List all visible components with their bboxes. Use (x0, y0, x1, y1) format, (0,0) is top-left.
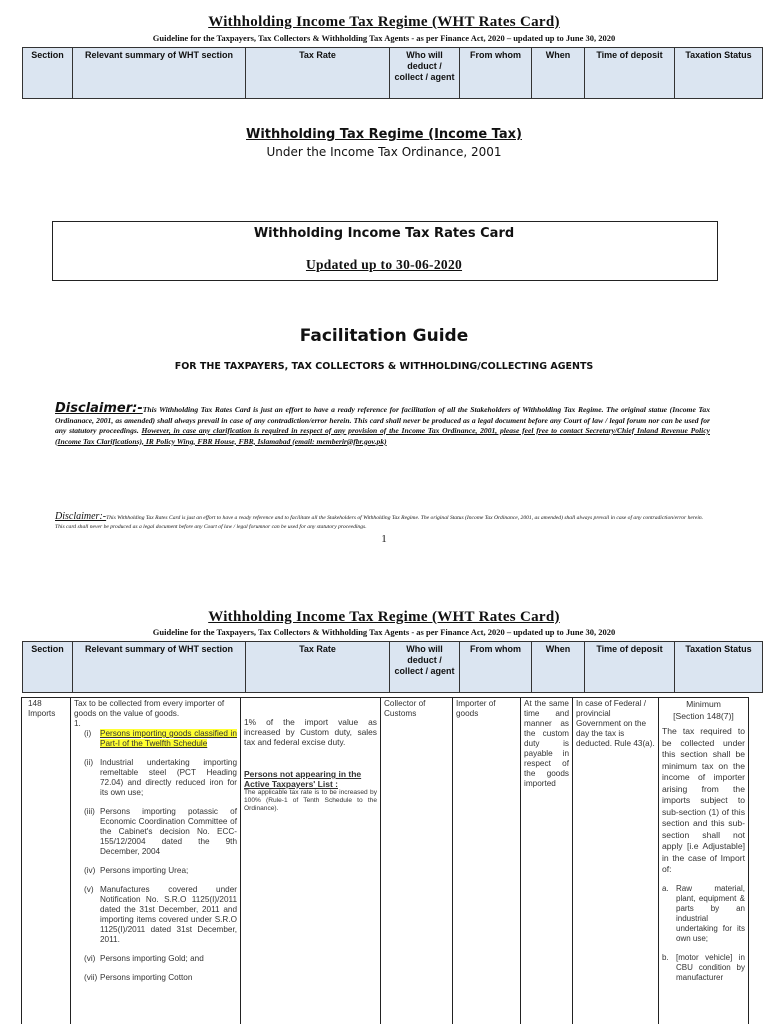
disclaimer (55, 401, 710, 447)
disclaimer-contact: However, in case any clarification is required in respect of any provision of the Income Tax Ordinance, 2001, please feel free to contact Secretary/Chief Inland Revenue Policy (Income Tax Clarifications), IR Policy Wing, FBR House, FBR, Islamabad (email: memberir@fbr.gov.pk) (55, 426, 710, 446)
item-text: Persons importing Gold; and (100, 954, 204, 963)
status-items (662, 884, 745, 983)
header-section: Section (23, 48, 73, 99)
page-subtitle: Guideline for the Taxpayers, Tax Collectors & Withholding Tax Agents - as per Finance Act, 2020 – updated up to June 30, 2020 (152, 33, 616, 43)
page2-column-header-table (22, 641, 763, 693)
cell-from-whom: Importer of goods (453, 698, 521, 1024)
header-tax-rate: Tax Rate (246, 48, 390, 99)
guide-subtitle: FOR THE TAXPAYERS, TAX COLLECTORS & WITHHOLDING/COLLECTING AGENTS (174, 361, 594, 372)
header-when: When (532, 48, 585, 99)
cell-tax-rate (241, 698, 381, 1024)
header-taxation-status: Taxation Status (675, 642, 763, 693)
status-ref: [Section 148(7)] (673, 710, 734, 721)
item-number: b. (662, 952, 669, 962)
summary-intro: Tax to be collected from every importer of goods on the value of goods. (74, 699, 225, 718)
header-tax-rate: Tax Rate (246, 642, 390, 693)
header-summary: Relevant summary of WHT section (73, 642, 246, 693)
header-taxation-status: Taxation Status (675, 48, 763, 99)
header-from-whom: From whom (460, 48, 532, 99)
header-section: Section (23, 642, 73, 693)
card-updated: Updated up to 30-06-2020 (305, 257, 463, 272)
disclaimer-label: Disclaimer:- (55, 401, 143, 416)
item-number: (vii) (84, 973, 98, 982)
tax-rate-text: 1% of the import value as increased by Custom duty, sales tax and federal excise duty. (244, 717, 377, 747)
header-from-whom: From whom (460, 642, 532, 693)
item-text: Manufactures covered under Notification No. S.R.O 1125(I)/2011 dated the 31st December, 2011 and importing items covered under S.R.O 1125(I)/2011 dated 31st December, 2011. (100, 885, 237, 944)
item-number: (ii) (84, 758, 94, 767)
list-item (74, 758, 237, 798)
cell-section: 148 Imports (22, 698, 71, 1024)
item-number: (iii) (84, 807, 95, 816)
item-text (100, 729, 237, 749)
list-item (662, 953, 745, 983)
page-number: 1 (381, 533, 387, 545)
disclaimer-text: This Withholding Tax Rates Card is just an effort to have a ready reference for facilitation of all the Stakeholders of Withholding Tax Regime. The original statue (Income Tax Ordinanace, 2001, as amended) shall always prevail in case of any contradiction/error herein. This card shall never be produced as a legal document before any Court of law / legal forum nor can be used for any statutory proceedings. (55, 405, 710, 435)
column-header-table (22, 47, 763, 99)
item-number: (vi) (84, 954, 96, 963)
item-text: Persons importing Urea; (100, 866, 189, 875)
list-item (74, 973, 237, 983)
header-summary: Relevant summary of WHT section (73, 48, 246, 99)
item-text: Persons importing Cotton (100, 973, 193, 982)
list-item (74, 729, 237, 749)
item-text: Industrial undertaking importing remeltable steel (PCT Heading 72.04) and directly reduced iron for its own use; (100, 758, 237, 797)
list-item (74, 866, 237, 876)
status-text: The tax required to be collected under this section shall be minimum tax on the income of importer arising from the imports subject to sub-section (1) of this section and this sub-section shall not apply [i.e Adjustable] in the case of Import of: (662, 726, 745, 874)
item-number: a. (662, 883, 669, 893)
highlighted-text: Persons importing goods classified in Part-I of the Twelfth Schedule (100, 729, 237, 748)
wht-data-table (21, 697, 749, 1024)
header-who: Who will deduct / collect / agent (390, 48, 460, 99)
footer-disclaimer-text: This Withholding Tax Rates Card is just an effort to have a ready reference and to facilitate all the Stakeholders of Withholding Tax Regime. The original Status (Income Tax Ordinance, 2001, as amended) shall always prevail in case of any contradiction/error herein. This card shall never be produced as a legal document before any Court of law / legal forumnor can be used for any statutory proceedings. (55, 515, 704, 530)
item-text: Raw material, plant, equipment & parts by an industrial undertaking for its own use; (676, 883, 745, 943)
header-time-of-deposit: Time of deposit (585, 642, 675, 693)
summary-number: 1. (74, 719, 81, 728)
header-when: When (532, 642, 585, 693)
status-title: Minimum (686, 699, 721, 709)
page2-title: Withholding Income Tax Regime (WHT Rates Card) (208, 609, 560, 625)
page2-subtitle: Guideline for the Taxpayers, Tax Collectors & Withholding Tax Agents - as per Finance Act, 2020 – updated up to June 30, 2020 (152, 627, 616, 637)
table-row (22, 698, 749, 1024)
list-item (662, 884, 745, 944)
guide-title: Facilitation Guide (299, 326, 469, 346)
regime-subtitle: Under the Income Tax Ordinance, 2001 (266, 145, 502, 159)
footer-disclaimer (55, 512, 710, 532)
item-text: [motor vehicle] in CBU condition by manufacturer (676, 952, 745, 982)
footer-disclaimer-label: Disclaimer:- (55, 511, 107, 522)
cell-summary (71, 698, 241, 1024)
item-number: (iv) (84, 866, 96, 875)
item-text: Persons importing potassic of Economic Coordination Committee of the Cabinet's decision No. ECC-155/12/2004 dated the 9th December, 2004 (100, 807, 237, 856)
header-who: Who will deduct / collect / agent (390, 642, 460, 693)
list-item (74, 885, 237, 945)
list-item (74, 807, 237, 857)
cell-who: Collector of Customs (381, 698, 453, 1024)
summary-items (74, 729, 237, 983)
cell-deposit: In case of Federal / provincial Government on the day the tax is deducted. Rule 43(a). (573, 698, 659, 1024)
item-number: (i) (84, 729, 92, 738)
page-title: Withholding Income Tax Regime (WHT Rates Card) (208, 14, 560, 30)
cell-taxation-status (659, 698, 749, 1024)
card-title: Withholding Income Tax Rates Card (253, 226, 515, 241)
atl-text: The applicable tax rate is to be increased by 100% (Rule-1 of Tenth Schedule to the Ordinance). (244, 789, 377, 812)
list-item (74, 954, 237, 964)
cell-when: At the same time and manner as the custom duty is payable in respect of the goods imported (521, 698, 573, 1024)
atl-heading: Persons not appearing in the Active Taxpayers' List : (244, 769, 362, 789)
header-time-of-deposit: Time of deposit (585, 48, 675, 99)
regime-title: Withholding Tax Regime (Income Tax) (246, 127, 522, 142)
item-number: (v) (84, 885, 94, 894)
